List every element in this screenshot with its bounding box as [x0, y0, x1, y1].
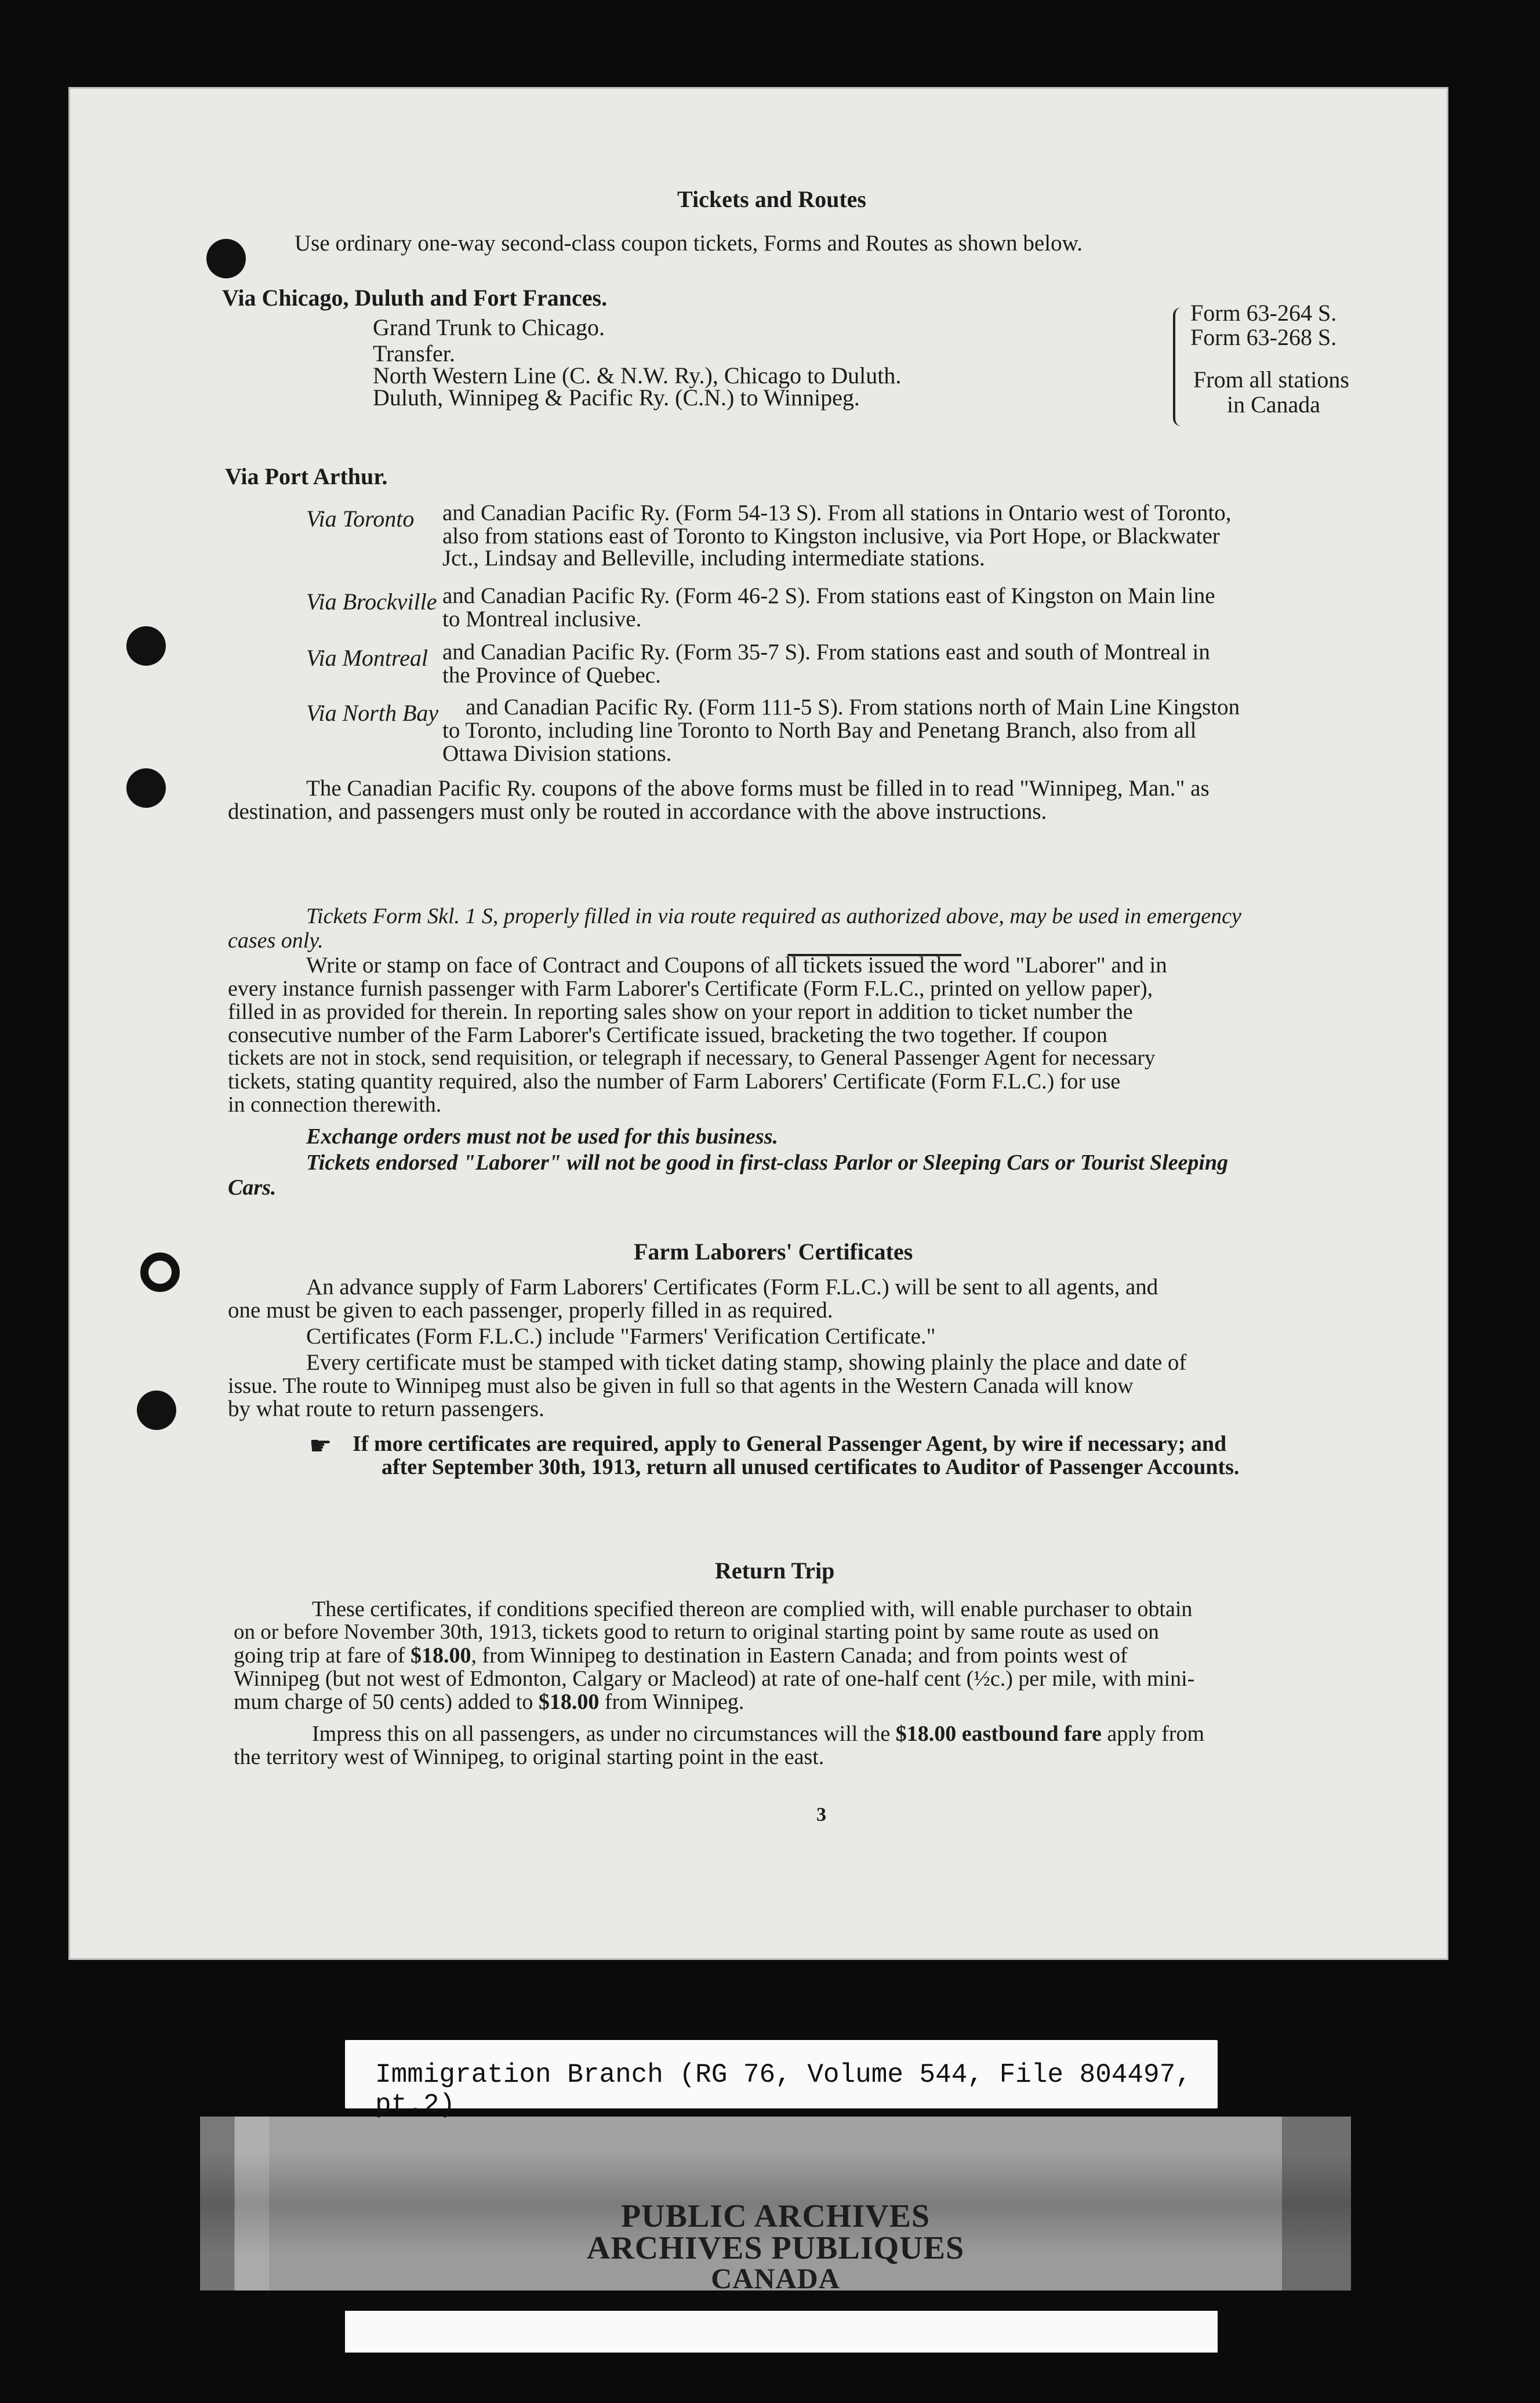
- flc-text: Certificates (Form F.L.C.) include "Farmers' Verification Certificate.": [306, 1324, 936, 1349]
- route-label: Via Brockville: [306, 589, 437, 615]
- skl-note: cases only.: [228, 928, 324, 953]
- return-text-part: , from Winnipeg to destination in Eastern Canada; and from points west of: [471, 1643, 1128, 1668]
- route-text: also from stations east of Toronto to Kingston inclusive, via Port Hope, or Blackwater: [442, 524, 1220, 549]
- brace: [1173, 307, 1183, 426]
- archive-cloth-tape: [200, 2117, 1351, 2295]
- archive-reference: Immigration Branch (RG 76, Volume 544, File 804497, pt.2): [375, 2060, 1192, 2120]
- skl-note: Tickets Form Skl. 1 S, properly filled in via route required as authorized above, may be used in emergency: [306, 904, 1241, 928]
- route-text: and Canadian Pacific Ry. (Form 35-7 S). From stations east and south of Montreal in: [442, 640, 1210, 665]
- chicago-line: North Western Line (C. & N.W. Ry.), Chicago to Duluth.: [373, 362, 902, 389]
- write-text: consecutive number of the Farm Laborer's Certificate issued, bracketing the two together. If coupon: [228, 1023, 1107, 1047]
- fare-amount: $18.00: [410, 1643, 471, 1668]
- chicago-heading: Via Chicago, Duluth and Fort Frances.: [222, 285, 608, 311]
- flc-notice: after September 30th, 1913, return all unused certificates to Auditor of Passenger Accounts.: [382, 1455, 1240, 1479]
- write-text: in connection therewith.: [228, 1092, 442, 1117]
- return-text: [312, 1722, 1204, 1745]
- return-text-part: from Winnipeg.: [599, 1690, 744, 1714]
- page-number: 3: [816, 1804, 826, 1825]
- archive-label: [345, 2040, 1218, 2120]
- write-text: Write or stamp on face of Contract and Coupons of all tickets issued the word "Laborer" and in: [306, 953, 1167, 978]
- return-text: the territory west of Winnipeg, to original starting point in the east.: [234, 1745, 825, 1769]
- route-label: Via Montreal: [306, 645, 428, 671]
- archive-label-edge: [345, 2311, 1218, 2353]
- chicago-line: Grand Trunk to Chicago.: [373, 314, 605, 340]
- endorsed-note: Tickets endorsed "Laborer" will not be good in first-class Parlor or Sleeping Cars or Tourist Sleeping: [306, 1150, 1229, 1175]
- flc-text: by what route to return passengers.: [228, 1396, 544, 1421]
- punch-hole: [137, 1391, 176, 1430]
- forms-note: in Canada: [1227, 391, 1321, 418]
- route-text: Ottawa Division stations.: [442, 741, 672, 766]
- endorsed-note: Cars.: [228, 1175, 277, 1200]
- return-heading: Return Trip: [715, 1558, 835, 1584]
- punch-hole: [206, 239, 246, 278]
- flc-text: one must be given to each passenger, properly filled in as required.: [228, 1298, 833, 1323]
- route-text: and Canadian Pacific Ry. (Form 54-13 S). From all stations in Ontario west of Toronto,: [442, 500, 1232, 525]
- write-text: filled in as provided for therein. In reporting sales show on your report in addition to ticket number the: [228, 1000, 1133, 1024]
- punch-hole: [126, 626, 166, 666]
- page-title: Tickets and Routes: [677, 186, 866, 212]
- forms-note: From all stations: [1193, 366, 1349, 393]
- arthur-heading: Via Port Arthur.: [225, 463, 388, 489]
- intro-text: Use ordinary one-way second-class coupon tickets, Forms and Routes as shown below.: [295, 231, 1083, 256]
- return-text-part: Impress this on all passengers, as under no circumstances will the: [312, 1722, 896, 1746]
- route-text: Jct., Lindsay and Belleville, including intermediate stations.: [442, 546, 985, 571]
- route-text: to Toronto, including line Toronto to North Bay and Penetang Branch, also from all: [442, 718, 1197, 743]
- eastbound-fare: $18.00 eastbound fare: [895, 1722, 1102, 1746]
- write-text: every instance furnish passenger with Farm Laborer's Certificate (Form F.L.C., printed on yellow paper),: [228, 977, 1153, 1001]
- form-number: Form 63-268 S.: [1190, 324, 1337, 350]
- chicago-line: Duluth, Winnipeg & Pacific Ry. (C.N.) to Winnipeg.: [373, 384, 860, 411]
- route-text: and Canadian Pacific Ry. (Form 111-5 S). From stations north of Main Line Kingston: [466, 695, 1240, 720]
- coupons-text: The Canadian Pacific Ry. coupons of the above forms must be filled in to read "Winnipeg, Man." as: [306, 776, 1210, 801]
- flc-notice: If more certificates are required, apply to General Passenger Agent, by wire if necessary; and: [353, 1432, 1227, 1456]
- return-text: Winnipeg (but not west of Edmonton, Calgary or Macleod) at rate of one-half cent (½c.) per mile, with mini-: [234, 1667, 1195, 1691]
- flc-text: Every certificate must be stamped with ticket dating stamp, showing plainly the place and date of: [306, 1350, 1187, 1375]
- fare-amount: $18.00: [538, 1690, 600, 1714]
- route-label: Via North Bay: [306, 700, 439, 726]
- route-text: the Province of Quebec.: [442, 663, 661, 688]
- return-text-part: mum charge of 50 cents) added to: [234, 1690, 539, 1714]
- return-text: [234, 1690, 744, 1714]
- archive-stamp-line: ARCHIVES PUBLIQUES: [586, 2230, 965, 2266]
- return-text: These certificates, if conditions specified thereon are complied with, will enable purchaser to obtain: [312, 1597, 1193, 1621]
- exchange-note: Exchange orders must not be used for this business.: [306, 1124, 778, 1149]
- chicago-line: Transfer.: [373, 340, 455, 366]
- route-text: and Canadian Pacific Ry. (Form 46-2 S). From stations east of Kingston on Main line: [442, 583, 1215, 608]
- archive-stamp-line: CANADA: [711, 2262, 840, 2295]
- write-text: tickets, stating quantity required, also the number of Farm Laborers' Certificate (Form F.L.C.) for use: [228, 1069, 1121, 1094]
- return-text: [234, 1644, 1128, 1667]
- punch-hole: [140, 1253, 180, 1292]
- route-text: to Montreal inclusive.: [442, 607, 642, 631]
- flc-heading: Farm Laborers' Certificates: [634, 1239, 913, 1265]
- form-number: Form 63-264 S.: [1190, 300, 1337, 326]
- route-label: Via Toronto: [306, 506, 415, 532]
- return-text-part: apply from: [1101, 1722, 1205, 1746]
- write-text: tickets are not in stock, send requisition, or telegraph if necessary, to General Passenger Agent for necessary: [228, 1046, 1156, 1070]
- punch-hole: [126, 768, 166, 808]
- return-text-part: going trip at fare of: [234, 1643, 411, 1668]
- coupons-text: destination, and passengers must only be routed in accordance with the above instructions.: [228, 799, 1047, 824]
- flc-text: issue. The route to Winnipeg must also be given in full so that agents in the Western Canada will know: [228, 1374, 1134, 1398]
- return-text: on or before November 30th, 1913, tickets good to return to original starting point by same route as used on: [234, 1620, 1159, 1644]
- archive-stamp-line: PUBLIC ARCHIVES: [620, 2198, 931, 2234]
- pointing-hand-icon: ☛: [309, 1432, 332, 1460]
- document-page: [68, 87, 1448, 1960]
- flc-text: An advance supply of Farm Laborers' Certificates (Form F.L.C.) will be sent to all agents, and: [306, 1275, 1158, 1299]
